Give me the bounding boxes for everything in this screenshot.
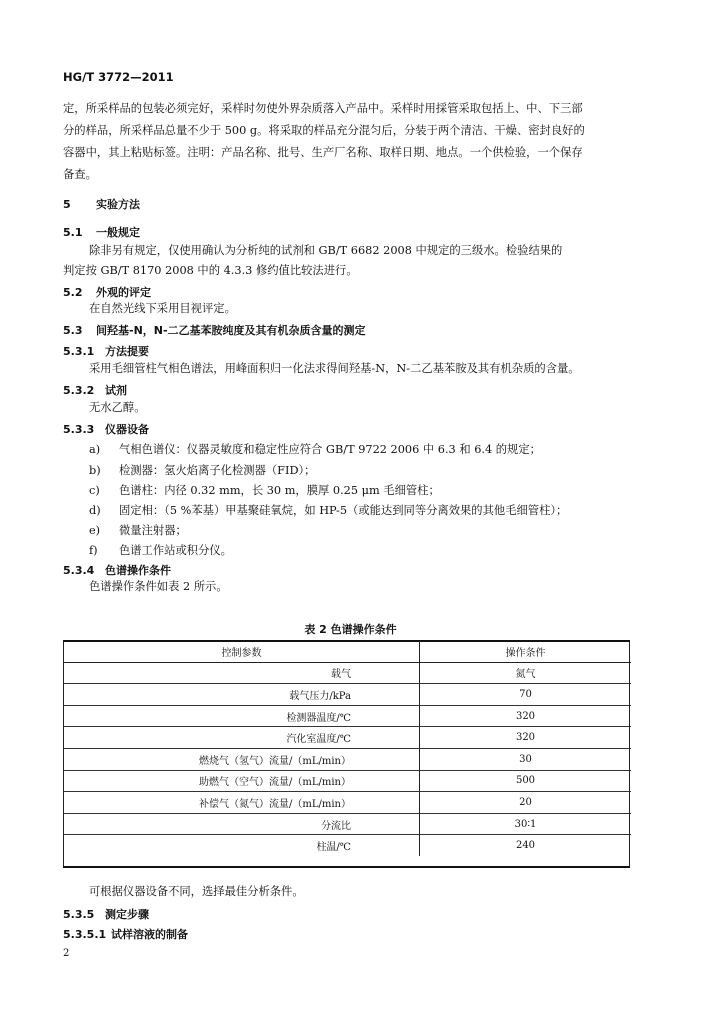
table-cell: 助燃气（空气）流量/（mL/min） bbox=[64, 770, 420, 792]
section-number: 5.2 bbox=[63, 286, 83, 299]
section-number: 5.3.5 bbox=[63, 908, 95, 921]
intro-line: 备查。 bbox=[63, 168, 97, 181]
paragraph-line: 在自然光线下采用目视评定。 bbox=[89, 302, 236, 315]
list-label: d) bbox=[89, 504, 101, 517]
section-title: 方法提要 bbox=[105, 345, 149, 358]
list-text: 检测器：氢火焰离子化检测器（FID）； bbox=[119, 464, 316, 477]
list-text: 固定相：（5 %苯基）甲基聚硅氧烷，如 HP-5（或能达到同等分离效果的其他毛细管柱）； bbox=[119, 504, 568, 517]
section-title: 测定步骤 bbox=[105, 908, 149, 921]
paragraph-line: 无水乙醇。 bbox=[89, 401, 146, 414]
section-number: 5.3.5.1 bbox=[63, 928, 107, 941]
section-5-3-4-heading bbox=[63, 562, 171, 578]
section-title: 外观的评定 bbox=[96, 286, 151, 299]
section-title: 实验方法 bbox=[96, 198, 140, 211]
list-item bbox=[89, 441, 541, 457]
section-title: 试样溶液的制备 bbox=[111, 928, 188, 941]
page-number: 2 bbox=[63, 948, 70, 959]
table-row bbox=[64, 684, 631, 706]
table-cell: 载气压力/kPa bbox=[64, 684, 420, 706]
section-5-3-5-heading bbox=[63, 906, 149, 922]
section-title: 试剂 bbox=[105, 384, 127, 397]
list-item bbox=[89, 522, 187, 538]
section-number: 5.3.1 bbox=[63, 345, 95, 358]
table-row bbox=[64, 727, 631, 749]
table-cell: 30∶1 bbox=[420, 813, 632, 835]
table-row bbox=[64, 835, 631, 856]
list-label: a) bbox=[89, 443, 101, 456]
section-5-heading bbox=[63, 196, 140, 212]
table-cell: 20 bbox=[420, 792, 632, 814]
section-5-3-heading bbox=[63, 322, 366, 338]
section-title: 一般规定 bbox=[96, 226, 140, 239]
table-row bbox=[64, 813, 631, 835]
table-row bbox=[64, 748, 631, 770]
intro-line: 容器中，其上粘贴标签。注明：产品名称、批号、生产厂名称、取样日期、地点。一个供检验，一个保存 bbox=[63, 146, 583, 159]
section-5-3-5-1-heading bbox=[63, 926, 188, 942]
table-cell: 500 bbox=[420, 770, 632, 792]
table-cell: 载气 bbox=[64, 662, 420, 684]
section-5-2-heading bbox=[63, 284, 151, 300]
section-number: 5.3.2 bbox=[63, 384, 95, 397]
table-cell: 70 bbox=[420, 684, 632, 706]
paragraph-line: 色谱操作条件如表 2 所示。 bbox=[89, 580, 228, 593]
table-cell: 氮气 bbox=[420, 662, 632, 684]
table-row bbox=[64, 662, 631, 684]
section-5-3-2-heading bbox=[63, 382, 127, 398]
list-item bbox=[89, 542, 232, 558]
section-number: 5 bbox=[63, 198, 71, 211]
table-cell: 检测器温度/℃ bbox=[64, 705, 420, 727]
list-label: c) bbox=[89, 484, 100, 497]
table-cell: 燃烧气（氢气）流量/（mL/min） bbox=[64, 748, 420, 770]
standard-code: HG/T 3772—2011 bbox=[63, 70, 174, 84]
section-5-3-3-heading bbox=[63, 421, 149, 437]
table-cell: 30 bbox=[420, 748, 632, 770]
list-text: 色谱柱：内径 0.32 mm，长 30 m，膜厚 0.25 μm 毛细管柱； bbox=[119, 484, 440, 497]
section-number: 5.3.3 bbox=[63, 423, 95, 436]
table-cell: 汽化室温度/℃ bbox=[64, 727, 420, 749]
table-row bbox=[64, 770, 631, 792]
table-cell: 240 bbox=[420, 835, 632, 856]
section-5-1-heading bbox=[63, 224, 140, 240]
section-title: 仪器设备 bbox=[105, 423, 149, 436]
table-row bbox=[64, 705, 631, 727]
table-row bbox=[64, 792, 631, 814]
list-label: e) bbox=[89, 524, 101, 537]
list-item bbox=[89, 482, 440, 498]
table-cell: 补偿气（氮气）流量/（mL/min） bbox=[64, 792, 420, 814]
table-header-row bbox=[64, 641, 631, 662]
intro-line: 分的样品，所采样品总量不少于 500 g。将采取的样品充分混匀后，分装于两个清洁、干燥、密封良好的 bbox=[63, 124, 585, 137]
table-cell: 柱温/℃ bbox=[316, 842, 351, 854]
list-label: b) bbox=[89, 464, 101, 477]
intro-line: 定，所采样品的包装必须完好，采样时勿使外界杂质落入产品中。采样时用採管采取包括上、中、下三部 bbox=[63, 102, 583, 115]
paragraph-line: 判定按 GB/T 8170 2008 中的 4.3.3 修约值比较法进行。 bbox=[63, 264, 358, 277]
list-label: f) bbox=[89, 544, 98, 557]
section-5-3-1-heading bbox=[63, 343, 149, 359]
list-item bbox=[89, 502, 567, 518]
paragraph-line: 除非另有规定，仅使用确认为分析纯的试剂和 GB/T 6682 2008 中规定的三级水。检验结果的 bbox=[89, 244, 563, 257]
section-title: 间羟基-N，N-二乙基苯胺纯度及其有机杂质含量的测定 bbox=[96, 324, 366, 337]
table-caption: 表 2 色谱操作条件 bbox=[304, 623, 397, 636]
list-text: 色谱工作站或积分仪。 bbox=[119, 544, 232, 557]
table-header-cell: 操作条件 bbox=[420, 641, 632, 662]
list-item bbox=[89, 462, 315, 478]
section-number: 5.3.4 bbox=[63, 564, 95, 577]
paragraph-line: 采用毛细管柱气相色谱法，用峰面积归一化法求得间羟基-N，N-二乙基苯胺及其有机杂质的含量。 bbox=[89, 362, 580, 375]
conditions-table bbox=[64, 641, 631, 856]
table-cell: 分流比 bbox=[64, 813, 420, 835]
table-cell: 320 bbox=[420, 727, 632, 749]
section-title: 色谱操作条件 bbox=[105, 564, 171, 577]
table-header-cell: 控制参数 bbox=[64, 641, 420, 662]
section-number: 5.1 bbox=[63, 226, 83, 239]
list-text: 微量注射器； bbox=[119, 524, 187, 537]
section-number: 5.3 bbox=[63, 324, 83, 337]
list-text: 气相色谱仪：仪器灵敏度和稳定性应符合 GB/T 9722 2006 中 6.3 和 6.4 的规定； bbox=[119, 443, 541, 456]
paragraph-line: 可根据仪器设备不同，选择最佳分析条件。 bbox=[89, 885, 304, 898]
table-cell: 320 bbox=[420, 705, 632, 727]
